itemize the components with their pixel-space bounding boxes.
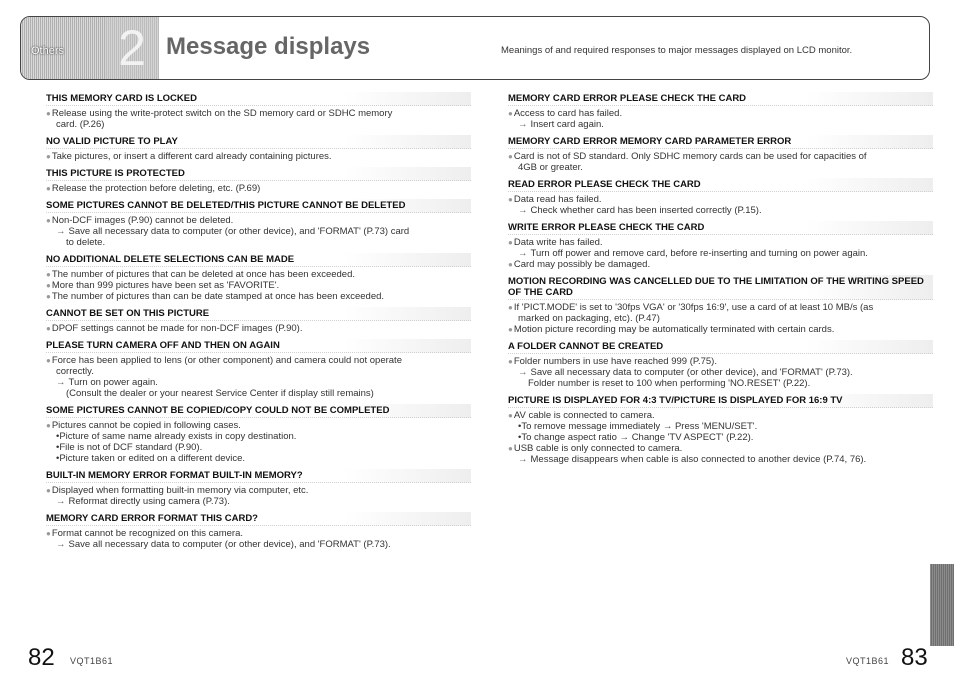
message-entry bbox=[46, 404, 471, 464]
model-code-right: VQT1B61 bbox=[846, 656, 890, 666]
message-line bbox=[508, 454, 933, 465]
message-entry bbox=[46, 167, 471, 194]
message-title: NO VALID PICTURE TO PLAY bbox=[46, 135, 471, 149]
message-title: PICTURE IS DISPLAYED FOR 4:3 TV/PICTURE IS DISPLAYED FOR 16:9 TV bbox=[508, 394, 933, 408]
left-column bbox=[46, 92, 471, 555]
chapter-number: 2 bbox=[118, 20, 146, 76]
message-text: Insert card again. bbox=[530, 119, 604, 130]
message-text: Card is not of SD standard. Only SDHC memory cards can be used for capacities of bbox=[513, 151, 867, 162]
bullet-icon: ● bbox=[508, 444, 513, 453]
message-text: Displayed when formatting built-in memory via computer, etc. bbox=[51, 485, 309, 496]
message-line bbox=[46, 528, 471, 539]
bullet-icon: ● bbox=[46, 152, 51, 161]
message-entry bbox=[46, 253, 471, 302]
message-entry bbox=[46, 339, 471, 399]
message-line bbox=[508, 313, 933, 324]
message-text: marked on packaging, etc). (P.47) bbox=[518, 313, 660, 324]
message-text: The number of pictures than can be date stamped at once has been exceeded. bbox=[51, 291, 385, 302]
message-text: Save all necessary data to computer (or other device), and 'FORMAT' (P.73). bbox=[530, 367, 853, 378]
message-text: Release the protection before deleting, etc. (P.69) bbox=[51, 183, 261, 194]
message-text: Data read has failed. bbox=[513, 194, 602, 205]
message-text: Card may possibly be damaged. bbox=[513, 259, 651, 270]
message-line bbox=[46, 108, 471, 119]
message-line bbox=[46, 291, 471, 302]
page-description: Meanings of and required responses to major messages displayed on LCD monitor. bbox=[501, 45, 853, 56]
bullet-icon: ● bbox=[46, 109, 51, 118]
message-text: DPOF settings cannot be made for non-DCF images (P.90). bbox=[51, 323, 303, 334]
arrow-icon: → bbox=[56, 539, 66, 550]
message-entry bbox=[508, 394, 933, 465]
message-entry bbox=[46, 92, 471, 130]
message-text: Message disappears when cable is also connected to another device (P.74, 76). bbox=[530, 454, 867, 465]
bullet-icon: ● bbox=[46, 184, 51, 193]
message-line bbox=[508, 432, 933, 443]
message-title: WRITE ERROR PLEASE CHECK THE CARD bbox=[508, 221, 933, 235]
message-text: If 'PICT.MODE' is set to '30fps VGA' or '30fps 16:9', use a card of at least 10 MB/s (as bbox=[513, 302, 874, 313]
message-text: (Consult the dealer or your nearest Service Center if display still remains) bbox=[66, 388, 374, 399]
bullet-icon: ● bbox=[46, 356, 51, 365]
message-title: MEMORY CARD ERROR FORMAT THIS CARD? bbox=[46, 512, 471, 526]
message-line bbox=[46, 355, 471, 366]
message-title: THIS PICTURE IS PROTECTED bbox=[46, 167, 471, 181]
message-text: More than 999 pictures have been set as 'FAVORITE'. bbox=[51, 280, 280, 291]
message-text: Folder numbers in use have reached 999 (P.75). bbox=[513, 356, 717, 367]
bullet-icon: ● bbox=[508, 195, 513, 204]
arrow-icon: → bbox=[518, 205, 528, 216]
bullet-icon: ● bbox=[508, 303, 513, 312]
message-text: Access to card has failed. bbox=[513, 108, 623, 119]
message-line bbox=[508, 259, 933, 270]
bullet-icon: ● bbox=[46, 324, 51, 333]
message-text: Motion picture recording may be automatically terminated with certain cards. bbox=[513, 324, 835, 335]
message-line bbox=[508, 378, 933, 389]
message-title: THIS MEMORY CARD IS LOCKED bbox=[46, 92, 471, 106]
message-line bbox=[46, 420, 471, 431]
message-line bbox=[46, 453, 471, 464]
message-text: Release using the write-protect switch on the SD memory card or SDHC memory bbox=[51, 108, 393, 119]
message-title: PLEASE TURN CAMERA OFF AND THEN ON AGAIN bbox=[46, 339, 471, 353]
page-title: Message displays bbox=[166, 33, 371, 60]
message-line bbox=[508, 302, 933, 313]
arrow-icon: → bbox=[518, 248, 528, 259]
message-text: The number of pictures that can be deleted at once has been exceeded. bbox=[51, 269, 355, 280]
message-entry bbox=[508, 178, 933, 216]
message-line bbox=[46, 323, 471, 334]
message-text: Check whether card has been inserted correctly (P.15). bbox=[530, 205, 762, 216]
message-text: •Picture of same name already exists in copy destination. bbox=[56, 431, 297, 442]
message-text: USB cable is only connected to camera. bbox=[513, 443, 683, 454]
message-line bbox=[46, 237, 471, 248]
message-text: Take pictures, or insert a different card already containing pictures. bbox=[51, 151, 332, 162]
section-tag: Others bbox=[31, 45, 65, 57]
message-text: correctly. bbox=[56, 366, 94, 377]
message-entry bbox=[508, 92, 933, 130]
message-text: Save all necessary data to computer (or other device), and 'FORMAT' (P.73). bbox=[68, 539, 391, 550]
message-entry bbox=[46, 199, 471, 248]
message-title: MEMORY CARD ERROR MEMORY CARD PARAMETER ERROR bbox=[508, 135, 933, 149]
arrow-icon: → bbox=[56, 377, 66, 388]
message-line bbox=[508, 162, 933, 173]
message-line bbox=[46, 496, 471, 507]
message-text: Turn on power again. bbox=[68, 377, 158, 388]
message-line bbox=[46, 269, 471, 280]
message-title: READ ERROR PLEASE CHECK THE CARD bbox=[508, 178, 933, 192]
bullet-icon: ● bbox=[46, 421, 51, 430]
arrow-icon: → bbox=[518, 367, 528, 378]
message-text: Turn off power and remove card, before re-inserting and turning on power again. bbox=[530, 248, 868, 259]
message-line bbox=[508, 367, 933, 378]
message-title: MEMORY CARD ERROR PLEASE CHECK THE CARD bbox=[508, 92, 933, 106]
header-banner bbox=[20, 16, 930, 80]
message-line bbox=[46, 215, 471, 226]
bullet-icon: ● bbox=[508, 260, 513, 269]
message-line bbox=[46, 226, 471, 237]
page-number-left: 82 bbox=[28, 644, 55, 671]
message-text: AV cable is connected to camera. bbox=[513, 410, 655, 421]
message-title: BUILT-IN MEMORY ERROR FORMAT BUILT-IN MEMORY? bbox=[46, 469, 471, 483]
message-title: NO ADDITIONAL DELETE SELECTIONS CAN BE MADE bbox=[46, 253, 471, 267]
message-entry bbox=[46, 307, 471, 334]
bullet-icon: ● bbox=[46, 270, 51, 279]
message-line bbox=[508, 421, 933, 432]
message-entry bbox=[46, 469, 471, 507]
message-line bbox=[46, 485, 471, 496]
message-text: Folder number is reset to 100 when performing 'NO.RESET' (P.22). bbox=[528, 378, 811, 389]
message-text: Pictures cannot be copied in following cases. bbox=[51, 420, 241, 431]
message-text: Force has been applied to lens (or other component) and camera could not operate bbox=[51, 355, 402, 366]
message-text: 4GB or greater. bbox=[518, 162, 583, 173]
message-line bbox=[508, 205, 933, 216]
message-text: Data write has failed. bbox=[513, 237, 603, 248]
message-line bbox=[508, 119, 933, 130]
message-text: card. (P.26) bbox=[56, 119, 105, 130]
message-line bbox=[508, 410, 933, 421]
message-entry bbox=[508, 135, 933, 173]
side-index-tab bbox=[930, 564, 954, 646]
message-line bbox=[46, 151, 471, 162]
arrow-icon: → bbox=[518, 119, 528, 130]
bullet-icon: ● bbox=[508, 238, 513, 247]
model-code-left: VQT1B61 bbox=[70, 656, 114, 666]
message-title: CANNOT BE SET ON THIS PICTURE bbox=[46, 307, 471, 321]
message-line bbox=[46, 280, 471, 291]
message-text: Save all necessary data to computer (or other device), and 'FORMAT' (P.73) card bbox=[68, 226, 410, 237]
chapter-marker bbox=[105, 17, 159, 79]
message-line bbox=[508, 151, 933, 162]
message-line bbox=[46, 388, 471, 399]
message-text: to delete. bbox=[66, 237, 106, 248]
message-line bbox=[46, 539, 471, 550]
message-text: •Picture taken or edited on a different device. bbox=[56, 453, 246, 464]
message-title: A FOLDER CANNOT BE CREATED bbox=[508, 340, 933, 354]
message-title: SOME PICTURES CANNOT BE DELETED/THIS PICTURE CANNOT BE DELETED bbox=[46, 199, 471, 213]
bullet-icon: ● bbox=[508, 357, 513, 366]
message-text: Reformat directly using camera (P.73). bbox=[68, 496, 230, 507]
message-text: •File is not of DCF standard (P.90). bbox=[56, 442, 203, 453]
bullet-icon: ● bbox=[46, 292, 51, 301]
message-line bbox=[508, 356, 933, 367]
page-number-right: 83 bbox=[901, 644, 928, 671]
bullet-icon: ● bbox=[508, 325, 513, 334]
bullet-icon: ● bbox=[46, 529, 51, 538]
message-line bbox=[508, 324, 933, 335]
bullet-icon: ● bbox=[46, 216, 51, 225]
bullet-icon: ● bbox=[46, 486, 51, 495]
bullet-icon: ● bbox=[508, 152, 513, 161]
message-text: •To remove message immediately → Press 'MENU/SET'. bbox=[518, 421, 758, 432]
arrow-icon: → bbox=[518, 454, 528, 465]
message-line bbox=[46, 183, 471, 194]
message-line bbox=[46, 377, 471, 388]
arrow-icon: → bbox=[56, 496, 66, 507]
message-entry bbox=[508, 275, 933, 335]
arrow-icon: → bbox=[56, 226, 66, 237]
message-title: SOME PICTURES CANNOT BE COPIED/COPY COULD NOT BE COMPLETED bbox=[46, 404, 471, 418]
message-entry bbox=[508, 221, 933, 270]
message-line bbox=[46, 366, 471, 377]
bullet-icon: ● bbox=[508, 109, 513, 118]
message-line bbox=[46, 119, 471, 130]
message-line bbox=[508, 108, 933, 119]
message-text: Non-DCF images (P.90) cannot be deleted. bbox=[51, 215, 234, 226]
message-line bbox=[508, 443, 933, 454]
message-text: •To change aspect ratio → Change 'TV ASPECT' (P.22). bbox=[518, 432, 754, 443]
message-line bbox=[508, 248, 933, 259]
message-entry bbox=[46, 135, 471, 162]
message-line bbox=[508, 194, 933, 205]
message-line bbox=[46, 442, 471, 453]
right-column bbox=[508, 92, 933, 470]
bullet-icon: ● bbox=[508, 411, 513, 420]
message-text: Format cannot be recognized on this camera. bbox=[51, 528, 243, 539]
bullet-icon: ● bbox=[46, 281, 51, 290]
message-line bbox=[46, 431, 471, 442]
message-entry bbox=[508, 340, 933, 389]
message-title: MOTION RECORDING WAS CANCELLED DUE TO THE LIMITATION OF THE WRITING SPEED OF THE CARD bbox=[508, 275, 933, 300]
message-line bbox=[508, 237, 933, 248]
message-entry bbox=[46, 512, 471, 550]
